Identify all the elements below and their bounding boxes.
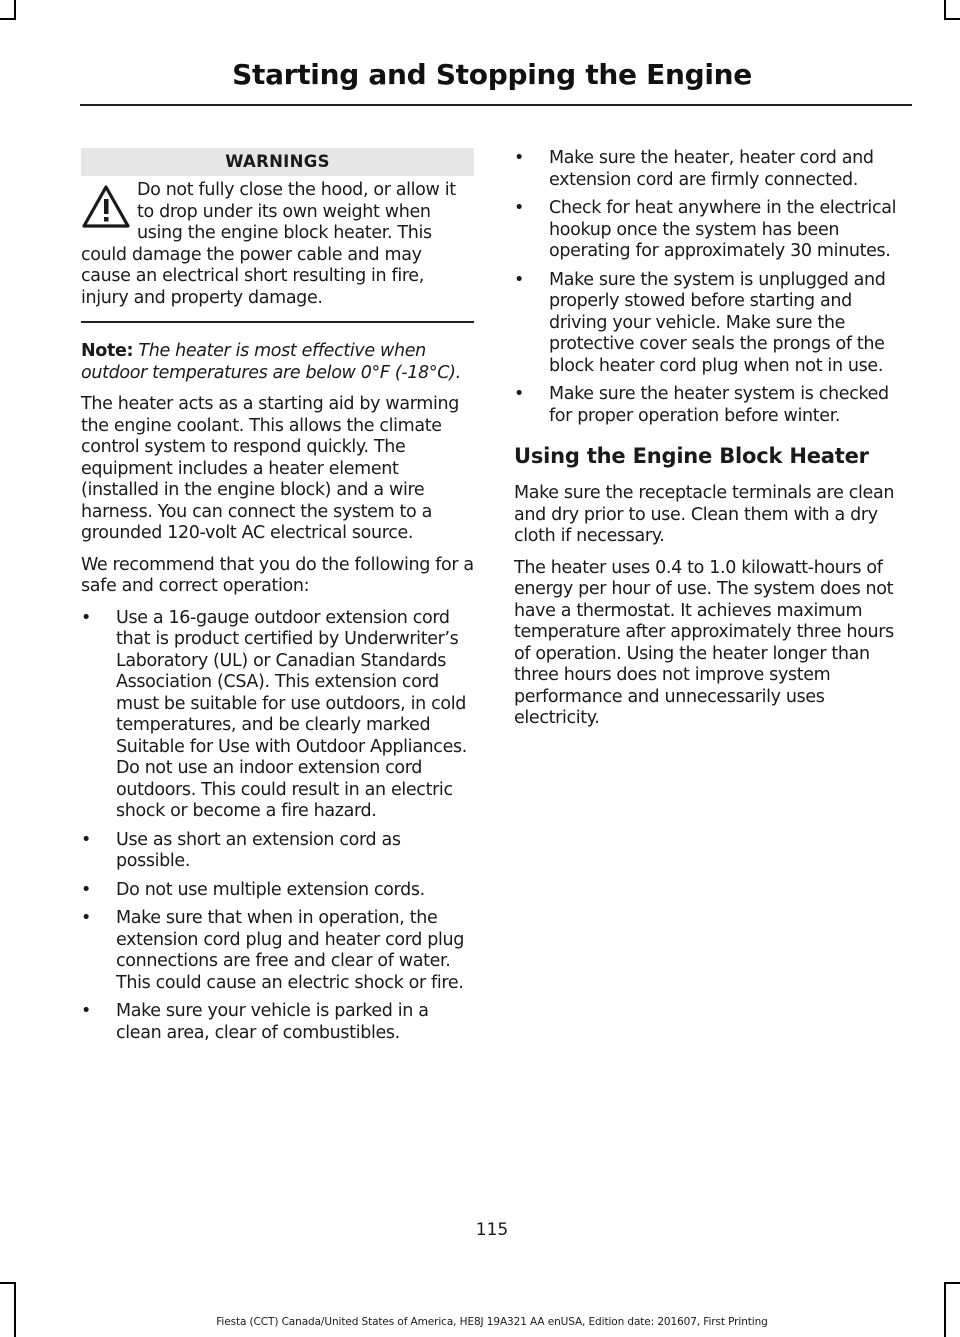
crop-mark-top-right-h [944,18,960,20]
left-column [81,148,474,1051]
warning-box [81,180,474,309]
bullet-icon: • [81,908,91,928]
bullet-icon: • [81,879,91,900]
list-item: • Use a 16-gauge outdoor extension cord that is product certified by Underwriter’s Laboratory (UL) or Canadian Standards Association (CSA). This extension cord must be suitable for use outdoors, in cold temperatures, and be clearly marked Suitable for Use with Outdoor Appliances. Do not use an indoor extension cord outdoors. This could result in an electric shock or become a fire hazard. [81,607,467,821]
bullet-list-left [81,608,474,1045]
footer-text: Fiesta (CCT) Canada/United States of America, HE8J 19A321 AA enUSA, Edition date: 201607, First Printing [216,1316,768,1328]
paragraph: We recommend that you do the following for a safe and correct operation: [81,554,474,596]
crop-mark-top-right-v [944,0,946,20]
bullet-icon: • [514,198,524,218]
list-item: • Check for heat anywhere in the electrical hookup once the system has been operating for approximately 30 minutes. [514,198,897,261]
warning-triangle-icon [81,184,131,230]
bullet-icon: • [81,607,91,628]
crop-mark-bottom-right-h [944,1282,960,1284]
warning-rule [81,321,474,323]
warning-text: Do not fully close the hood, or allow it to drop under its own weight when using the engine block heater. This could damage the power cable and may cause an electrical short resulting in fire, injury and property damage. [81,180,456,308]
paragraph: Make sure the receptacle terminals are clean and dry prior to use. Clean them with a dry cloth if necessary. [514,483,895,546]
crop-mark-bottom-left-v [14,1282,16,1337]
section-heading: Using the Engine Block Heater [514,444,869,468]
paragraph: The heater uses 0.4 to 1.0 kilowatt-hours of energy per hour of use. The system does not have a thermostat. It achieves maximum temperature after approximately three hours of operation. Using the heater longer than three hours does not improve system performance and unnecessarily uses electricity. [514,557,894,728]
bullet-icon: • [514,269,524,290]
warnings-heading: WARNINGS [81,148,474,176]
bullet-icon: • [514,148,524,168]
header-rule [80,104,912,106]
crop-mark-bottom-left-h [0,1282,16,1284]
crop-mark-top-left-h [0,18,16,20]
list-item: • Make sure the system is unplugged and properly stowed before starting and driving your vehicle. Make sure the protective cover seals the prongs of the block heater cord plug when not in use. [514,269,886,376]
crop-mark-bottom-right-v [944,1282,946,1337]
paragraph: The heater acts as a starting aid by warming the engine coolant. This allows the climate control system to respond quickly. The equipment includes a heater element (installed in the engine block) and a wire harness. You can connect the system to a grounded 120-volt AC electrical source. [81,394,459,543]
note-label: Note: [81,341,134,361]
list-item: • Make sure the heater system is checked for proper operation before winter. [514,384,889,426]
page-number: 115 [475,1220,509,1240]
list-item: • Make sure the heater, heater cord and extension cord are firmly connected. [514,148,874,190]
list-item: • Do not use multiple extension cords. [81,879,425,900]
list-item: • Make sure your vehicle is parked in a clean area, clear of combustibles. [81,1001,429,1043]
right-column [514,148,907,740]
crop-mark-top-left-v [14,0,16,20]
bullet-icon: • [81,829,91,850]
bullet-list-right [514,148,907,427]
note-text: The heater is most effective when outdoor temperatures are below 0°F (-18°C). [81,341,461,383]
bullet-icon: • [514,384,524,404]
note [81,341,474,384]
list-item: • Use as short an extension cord as possible. [81,829,401,871]
bullet-icon: • [81,1001,91,1021]
list-item: • Make sure that when in operation, the extension cord plug and heater cord plug connections are free and clear of water. This could cause an electric shock or fire. [81,908,465,993]
page-header-title: Starting and Stopping the Engine [232,58,752,91]
